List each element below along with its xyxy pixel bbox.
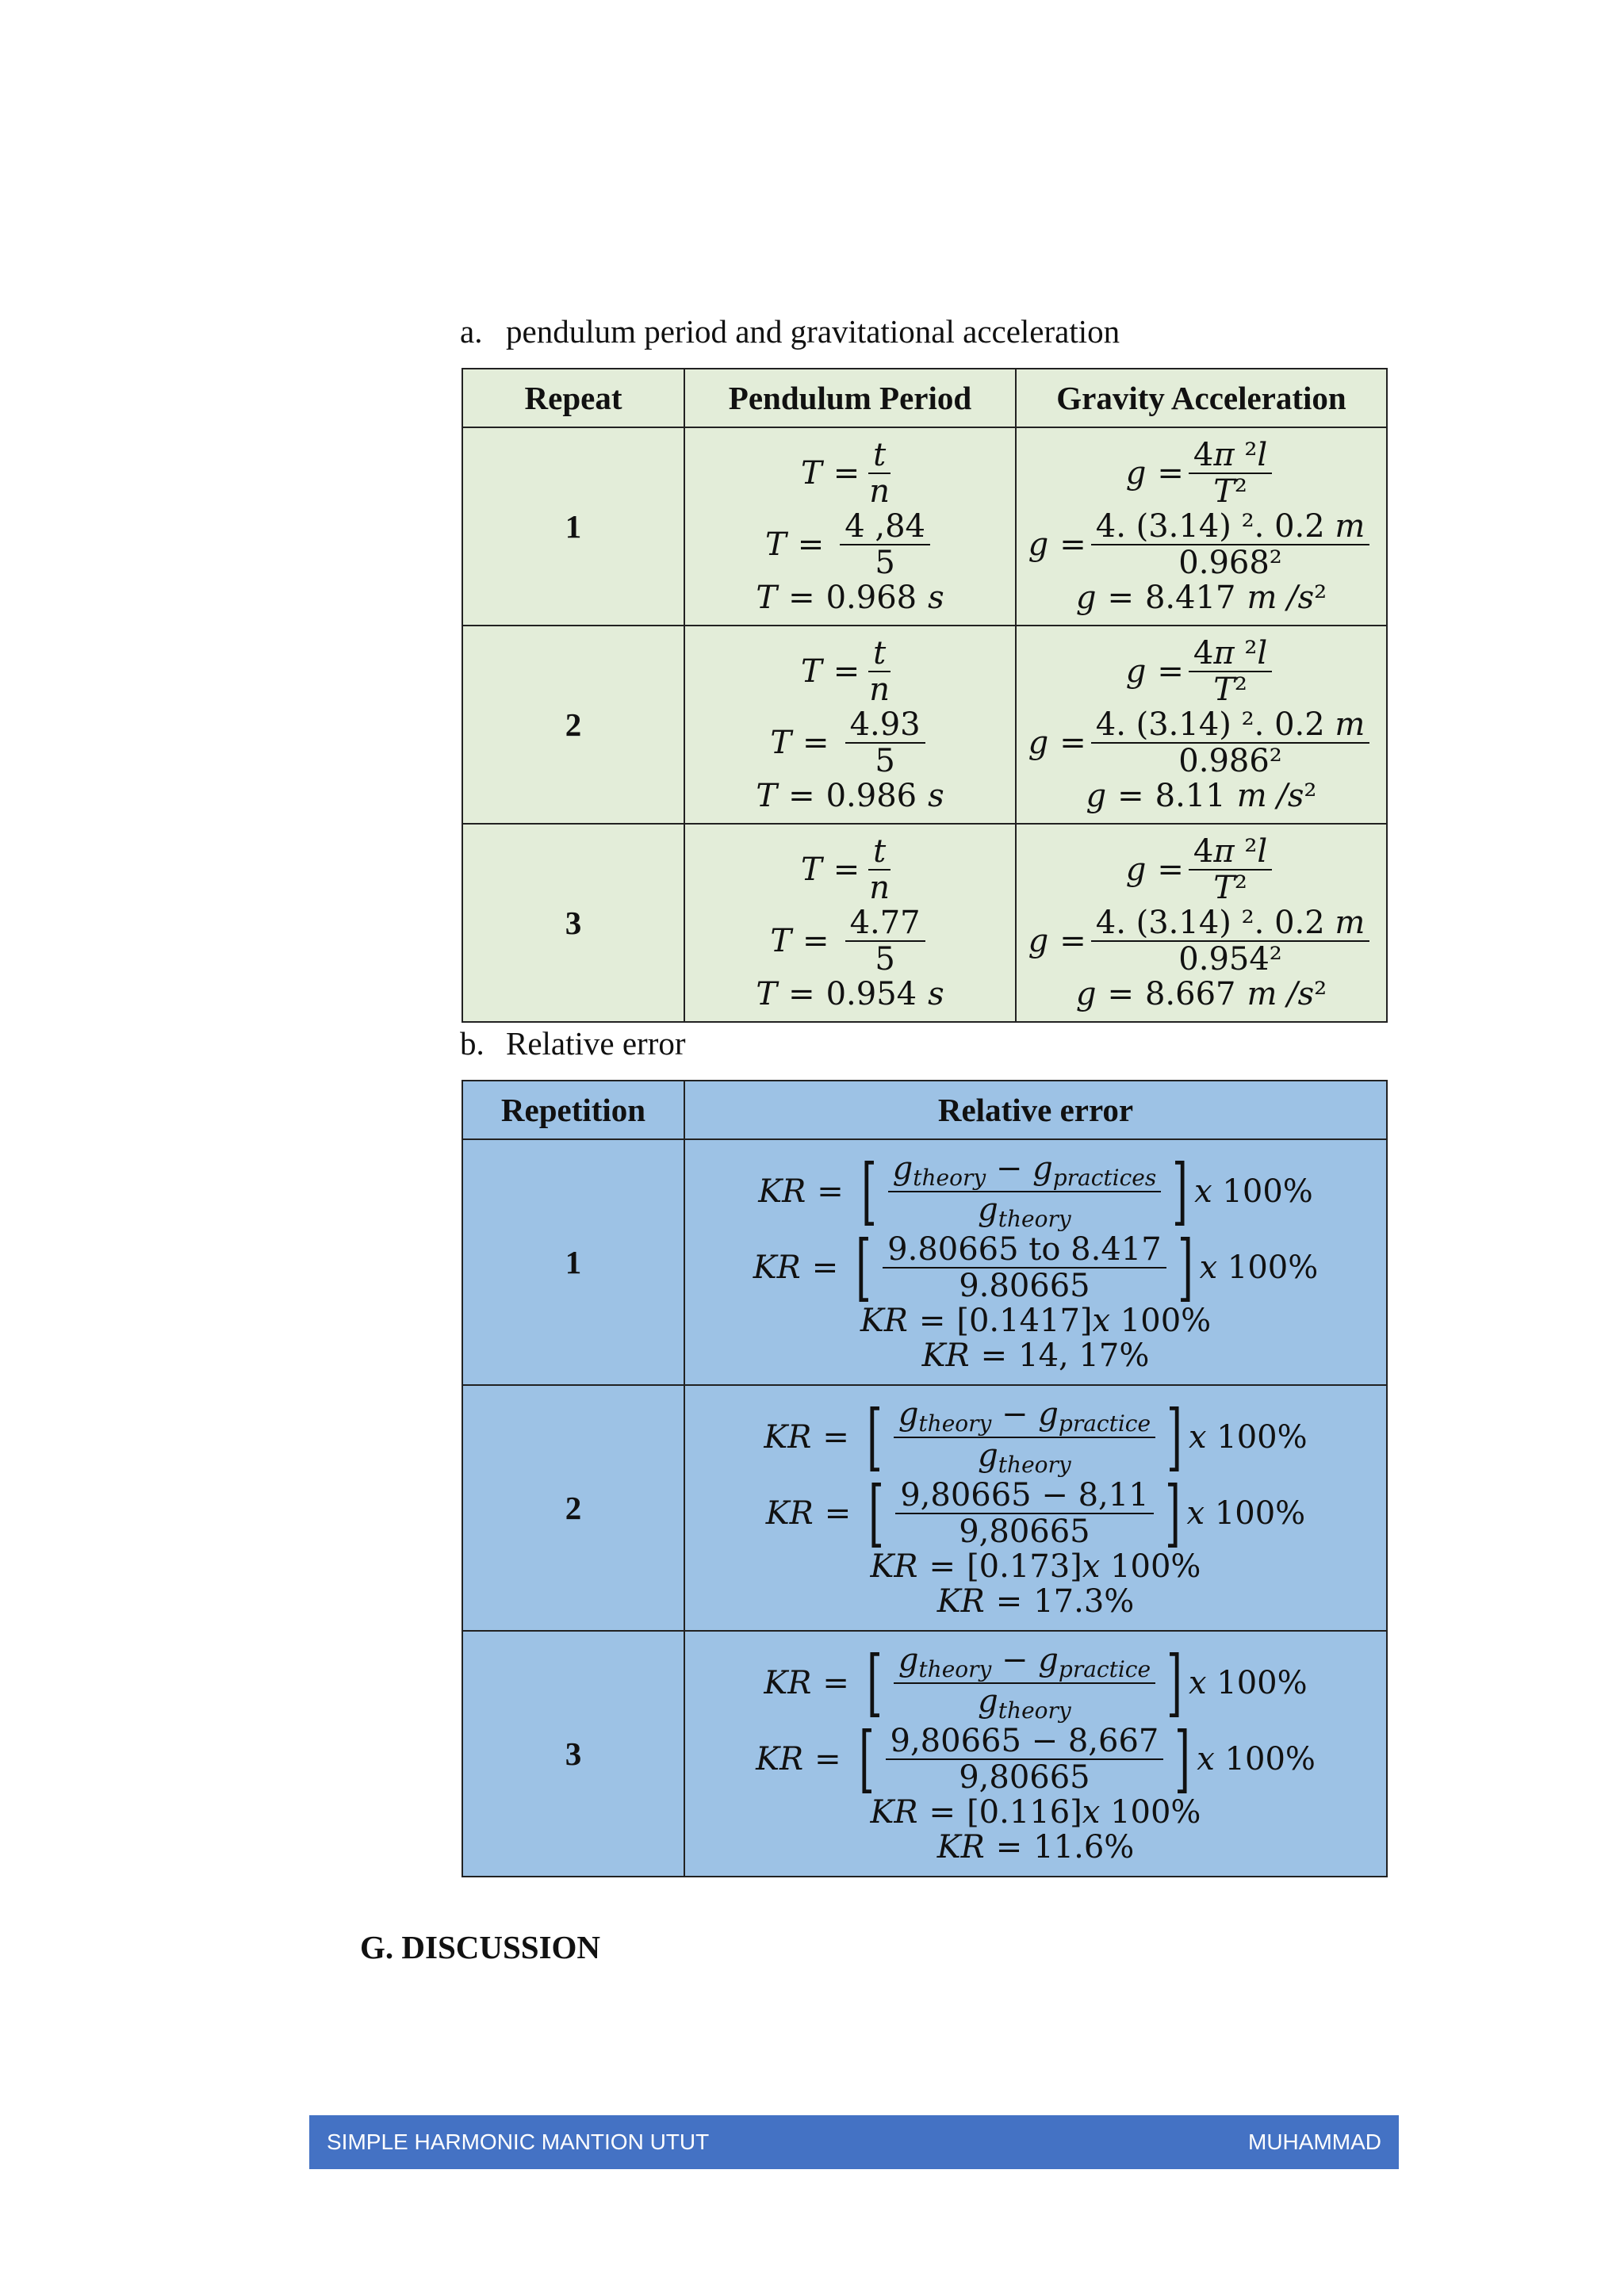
error-ratio: [0.116]: [967, 1794, 1082, 1831]
repetition-number: 3: [462, 1631, 684, 1877]
header-repeat: Repeat: [462, 369, 684, 427]
table-row: [462, 626, 1387, 824]
header-repetition: Repetition: [462, 1081, 684, 1139]
sub-practice: practice: [1058, 1656, 1151, 1682]
gravity-calculation: g = $\frac{\text{4π ²l}}{\text{T²}}$ g = $\frac{\text{4. (3.14) ². 0.2 m}}{\text{0.954²}}$ g = 8.667 m /s ²: [1016, 824, 1387, 1022]
repeat-number: 2: [462, 626, 684, 824]
repetition-number: 1: [462, 1139, 684, 1385]
error-ratio: [0.1417]: [956, 1303, 1093, 1339]
period-squared: 0.986²: [1178, 743, 1282, 779]
error-denominator: 9,80665: [959, 1759, 1090, 1796]
error-denominator: 9,80665: [959, 1513, 1090, 1550]
gravity-substitution: 4. (3.14) ². 0.2: [1095, 905, 1325, 941]
table-row: [462, 824, 1387, 1022]
sub-practice: practices: [1052, 1165, 1157, 1191]
t-value: 4.77: [845, 907, 925, 942]
t-value: 4 ,84: [840, 511, 930, 545]
gravity-result: 8.11: [1155, 778, 1226, 814]
footer-title: SIMPLE HARMONIC MANTION UTUT: [327, 2130, 710, 2154]
relative-error-table: [462, 1080, 1388, 1877]
error-result: 11.6%: [1033, 1829, 1135, 1866]
gravity-calculation: g = $\frac{\text{4π ²l}}{\text{T²}}$ g = $\frac{\text{4. (3.14) ². 0.2 m}}{\text{0.968²}}$ g = 8.417 m /s ²: [1016, 427, 1387, 626]
gravity-substitution: 4. (3.14) ². 0.2: [1095, 706, 1325, 743]
gravity-result: 8.417: [1144, 580, 1236, 616]
table-row: [462, 1385, 1387, 1631]
n-value: 5: [875, 941, 895, 978]
table-row: [462, 1631, 1387, 1877]
t-value: 4.93: [845, 709, 925, 744]
sub-practice: practice: [1058, 1410, 1151, 1437]
period-squared: 0.954²: [1178, 941, 1282, 978]
section-a-heading: [460, 312, 1120, 350]
page-footer: [309, 2115, 1399, 2169]
error-numerator: 9,80665 − 8,11: [895, 1479, 1153, 1514]
footer-author: MUHAMMAD: [1248, 2130, 1381, 2154]
repeat-number: 3: [462, 824, 684, 1022]
n-value: 5: [875, 743, 895, 779]
relative-error-calculation: KR = [ $\frac{g_{theory} - g_{practices}}{g_{theory}}$ ] x 100% KR = [ $\frac{9.80665 to 8.417}{9.80665}$ ] x 100% KR = [0.1417] x 100% KR = 14, 17%: [684, 1139, 1387, 1385]
period-calculation: T = $\frac{t}{n}$ T = $\frac{4 ,84}{5}$ T = 0.968 s: [684, 427, 1016, 626]
error-result: 17.3%: [1033, 1583, 1135, 1620]
table-row: [462, 1139, 1387, 1385]
period-result: 0.954: [825, 976, 917, 1012]
gravity-calculation: g = $\frac{\text{4π ²l}}{\text{T²}}$ g = $\frac{\text{4. (3.14) ². 0.2 m}}{\text{0.986²}}$ g = 8.11 m /s ²: [1016, 626, 1387, 824]
gravity-substitution: 4. (3.14) ². 0.2: [1095, 508, 1325, 545]
table-row: [462, 427, 1387, 626]
error-result: 14, 17%: [1018, 1337, 1150, 1374]
n-value: 5: [875, 545, 895, 581]
header-gravity-acceleration: Gravity Acceleration: [1016, 369, 1387, 427]
section-b-letter: b.: [460, 1025, 485, 1062]
relative-error-calculation: KR = [ $\frac{g_{theory} - g_{practice}}{g_{theory}}$ ] x 100% KR = [ $\frac{9,80665 - 8,667}{9,80665}$ ] x 100% KR = [0.116] x 100% KR = 11.6%: [684, 1631, 1387, 1877]
section-a-letter: a.: [460, 313, 483, 350]
period-squared: 0.968²: [1178, 545, 1282, 581]
period-result: 0.986: [825, 778, 917, 814]
repetition-number: 2: [462, 1385, 684, 1631]
section-a-title: pendulum period and gravitational acceleration: [506, 313, 1120, 350]
discussion-heading: G. DISCUSSION: [360, 1929, 601, 1965]
header-pendulum-period: Pendulum Period: [684, 369, 1016, 427]
period-result: 0.968: [825, 580, 917, 616]
sub-theory: theory: [918, 1410, 992, 1437]
section-b-title: Relative error: [506, 1025, 686, 1062]
sub-theory: theory: [918, 1656, 992, 1682]
period-calculation: T = $\frac{t}{n}$ T = $\frac{4.77}{5}$ T = 0.954 s: [684, 824, 1016, 1022]
error-numerator: 9,80665 − 8,667: [886, 1725, 1164, 1760]
sub-theory: theory: [913, 1165, 986, 1191]
section-b-heading: [460, 1024, 686, 1062]
error-ratio: [0.173]: [967, 1548, 1082, 1585]
header-relative-error: Relative error: [684, 1081, 1387, 1139]
error-numerator: 9.80665 to 8.417: [883, 1234, 1166, 1269]
pendulum-table: [462, 368, 1388, 1023]
gravity-result: 8.667: [1144, 976, 1236, 1012]
period-calculation: T = $\frac{t}{n}$ T = $\frac{4.93}{5}$ T = 0.986 s: [684, 626, 1016, 824]
error-denominator: 9.80665: [959, 1268, 1090, 1304]
relative-error-calculation: KR = [ $\frac{g_{theory} - g_{practice}}{g_{theory}}$ ] x 100% KR = [ $\frac{9,80665 - 8,11}{9,80665}$ ] x 100% KR = [0.173] x 100% KR = 17.3%: [684, 1385, 1387, 1631]
repeat-number: 1: [462, 427, 684, 626]
